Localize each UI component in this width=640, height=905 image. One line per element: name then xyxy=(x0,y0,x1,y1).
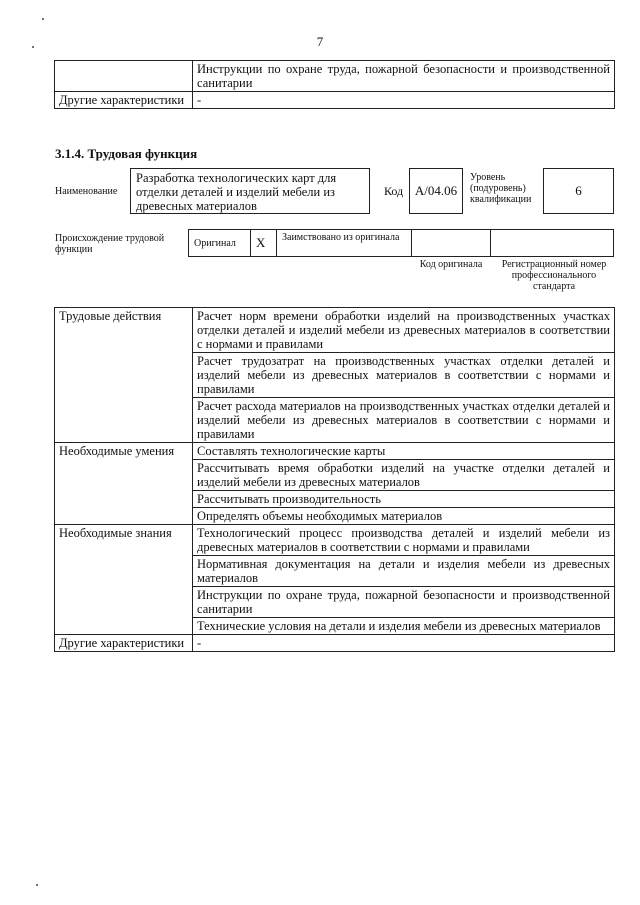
row-label: Другие характеристики xyxy=(55,92,193,109)
name-value-box xyxy=(130,168,370,214)
divider xyxy=(276,229,277,257)
group-item: Расчет расхода материалов на производственных участках отделки деталей и изделий мебели из древесных материалов в соответствии с нормами и правилами xyxy=(193,398,615,443)
row-value: Инструкции по охране труда, пожарной безопасности и производственной санитарии xyxy=(193,61,615,92)
table-row xyxy=(55,525,615,556)
group-item: Инструкции по охране труда, пожарной безопасности и производственной санитарии xyxy=(193,587,615,618)
section-title: 3.1.4. Трудовая функция xyxy=(55,146,198,161)
original-label: Оригинал xyxy=(194,238,236,249)
code-value-box xyxy=(409,168,463,214)
divider xyxy=(490,229,491,257)
code-value: A/04.06 xyxy=(414,183,458,198)
scan-speck xyxy=(42,18,44,20)
level-label: Уровень (подуровень) квалификации xyxy=(470,172,532,205)
divider xyxy=(411,229,412,257)
group-item: Составлять технологические карты xyxy=(193,443,615,460)
group-label: Трудовые действия xyxy=(55,308,193,443)
group-label: Необходимые знания xyxy=(55,525,193,635)
name-value: Разработка технологических карт для отделки деталей и изделий мебели из древесных материалов xyxy=(136,171,337,213)
table-row xyxy=(55,92,615,109)
code-label: Код xyxy=(384,184,404,198)
group-item: Технологический процесс производства деталей и изделий мебели из древесных материалов в соответствии с нормами и правилами xyxy=(193,525,615,556)
scan-speck xyxy=(36,884,38,886)
row-value: - xyxy=(193,92,615,109)
name-label: Наименование xyxy=(55,186,118,197)
reg-number-caption: Регистрационный номер профессионального стандарта xyxy=(501,259,607,292)
group-item: - xyxy=(193,635,615,652)
group-item: Определять объемы необходимых материалов xyxy=(193,508,615,525)
group-item: Технические условия на детали и изделия мебели из древесных материалов xyxy=(193,618,615,635)
table-row xyxy=(55,61,615,92)
group-label: Необходимые умения xyxy=(55,443,193,525)
table-row xyxy=(55,443,615,460)
group-label: Другие характеристики xyxy=(55,635,193,652)
page-number: 7 xyxy=(316,34,324,49)
group-item: Рассчитывать производительность xyxy=(193,491,615,508)
level-value: 6 xyxy=(575,183,582,198)
table-row xyxy=(55,308,615,353)
group-item: Нормативная документация на детали и изделия мебели из древесных материалов xyxy=(193,556,615,587)
top-table xyxy=(54,60,615,109)
group-item: Рассчитывать время обработки изделий на участке отделки деталей и изделий мебели из древесных материалов xyxy=(193,460,615,491)
level-value-box xyxy=(543,168,614,214)
origin-label: Происхождение трудовой функции xyxy=(55,233,165,255)
code-original-caption: Код оригинала xyxy=(419,259,483,270)
original-mark: X xyxy=(256,235,266,250)
divider xyxy=(250,229,251,257)
table-row xyxy=(55,635,615,652)
main-table xyxy=(54,307,615,652)
group-item: Расчет трудозатрат на производственных участках отделки деталей и изделий мебели из древесных материалов в соответствии с нормами и правилами xyxy=(193,353,615,398)
group-item: Расчет норм времени обработки изделий на производственных участках отделки деталей и изделий мебели из древесных материалов в соответствии с нормами и правилами xyxy=(193,308,615,353)
borrowed-label: Заимствовано из оригинала xyxy=(282,232,400,243)
row-label xyxy=(55,61,193,92)
